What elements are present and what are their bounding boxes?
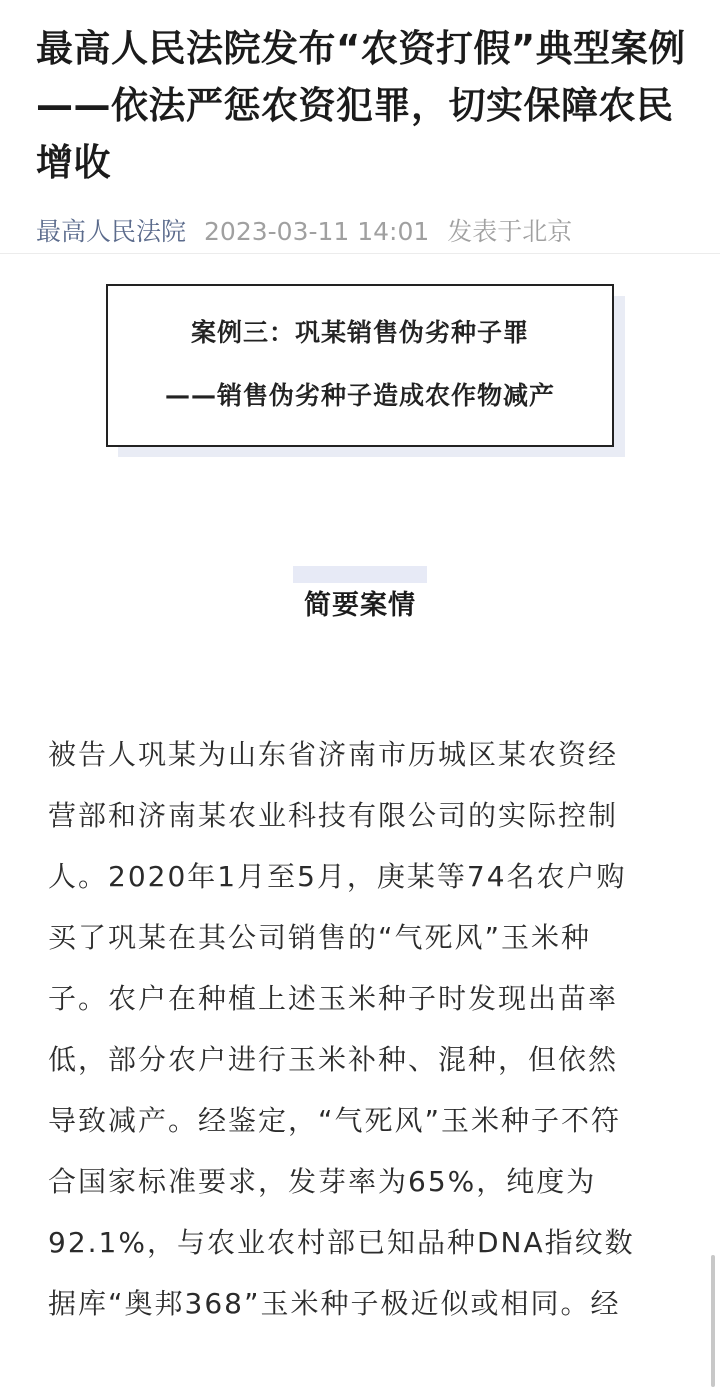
body-paragraph (48, 730, 688, 1340)
body-line: 据库“奥邦368”玉米种子极近似或相同。经 (48, 1287, 621, 1320)
section-heading-highlight (293, 566, 427, 583)
author-link[interactable]: 最高人民法院 (36, 217, 187, 246)
body-line: 人。2020年1月至5月，庚某等74名农户购 (48, 860, 627, 893)
section-heading: 简要案情 (304, 590, 416, 621)
body-line: 营部和济南某农业科技有限公司的实际控制 (48, 799, 619, 832)
body-line: 合国家标准要求，发芽率为65%，纯度为 (48, 1165, 597, 1198)
publish-location: 发表于北京 (447, 217, 573, 246)
body-line: 被告人巩某为山东省济南市历城区某农资经 (48, 738, 619, 771)
body-line: 92.1%，与农业农村部已知品种DNA指纹数 (48, 1226, 635, 1259)
article-title: 最高人民法院发布“农资打假”典型案例——依法严惩农资犯罪，切实保障农民增收 (36, 27, 686, 184)
case-title: 案例三：巩某销售伪劣种子罪 (190, 318, 529, 347)
case-subtitle: ——销售伪劣种子造成农作物减产 (164, 381, 555, 410)
meta-divider (0, 253, 720, 254)
body-line: 子。农户在种植上述玉米种子时发现出苗率 (48, 982, 619, 1015)
body-line: 低，部分农户进行玉米补种、混种，但依然 (48, 1043, 619, 1076)
article-meta (36, 212, 572, 252)
body-line: 导致减产。经鉴定，“气死风”玉米种子不符 (48, 1104, 622, 1137)
case-box (106, 284, 614, 447)
scrollbar[interactable] (711, 1255, 715, 1387)
publish-time: 2023-03-11 14:01 (204, 217, 430, 246)
body-line: 买了巩某在其公司销售的“气死风”玉米种 (48, 921, 592, 954)
